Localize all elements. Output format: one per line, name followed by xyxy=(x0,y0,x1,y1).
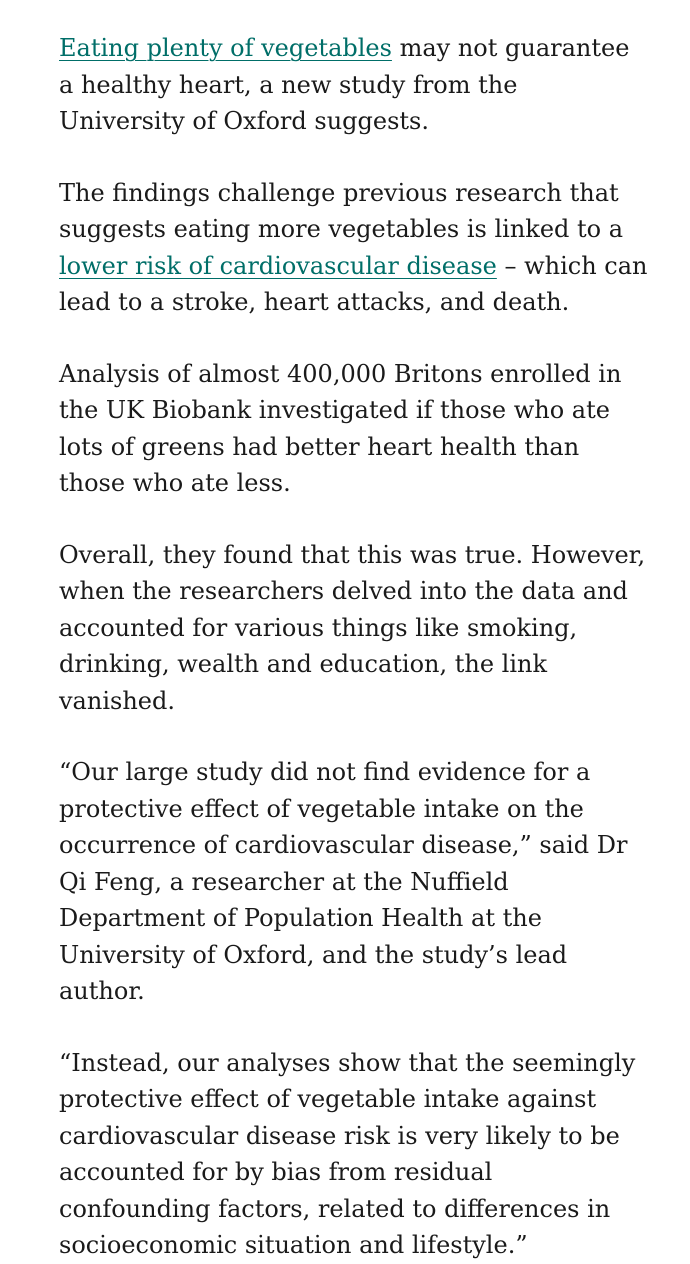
paragraph-quote-feng xyxy=(59,754,650,1010)
link-eating-plenty-of-vegetables[interactable]: Eating plenty of vegetables xyxy=(59,34,392,62)
paragraph-text: – which can lead to a stroke, heart attacks, and death. xyxy=(59,251,648,316)
paragraph-text: Analysis of almost 400,000 Britons enrolled in the UK Biobank investigated if those who ate lots of greens had better heart health than those who ate less. xyxy=(59,359,622,497)
paragraph-text: Overall, they found that this was true. However, when the researchers delved into the data and accounted for various things like smoking, drinking, wealth and education, the link vanished. xyxy=(59,540,646,715)
paragraph-quote-instead xyxy=(59,1045,650,1264)
link-lower-risk-cardiovascular-disease[interactable]: lower risk of cardiovascular disease xyxy=(59,251,497,280)
paragraph-text: “Instead, our analyses show that the seemingly protective effect of vegetable intake against cardiovascular disease risk is very likely to be accounted for by bias from residual confounding factors, related to differences in socioeconomic situation and lifestyle.” xyxy=(59,1048,636,1259)
paragraph-analysis xyxy=(59,356,650,502)
paragraph-text: may not guarantee a healthy heart, a new study from the University of Oxford suggests. xyxy=(59,34,630,135)
paragraph-overall xyxy=(59,537,650,720)
paragraph-text: “Our large study did not find evidence for a protective effect of vegetable intake on the occurrence of cardiovascular disease,” said Dr Qi Feng, a researcher at the Nuffield Department of Population Health at the University of Oxford, and the study’s lead author. xyxy=(59,758,628,1005)
paragraph-findings xyxy=(59,175,650,321)
paragraph-text: The findings challenge previous research that suggests eating more vegetables is linked to a xyxy=(59,178,624,243)
paragraph-intro xyxy=(59,30,650,140)
